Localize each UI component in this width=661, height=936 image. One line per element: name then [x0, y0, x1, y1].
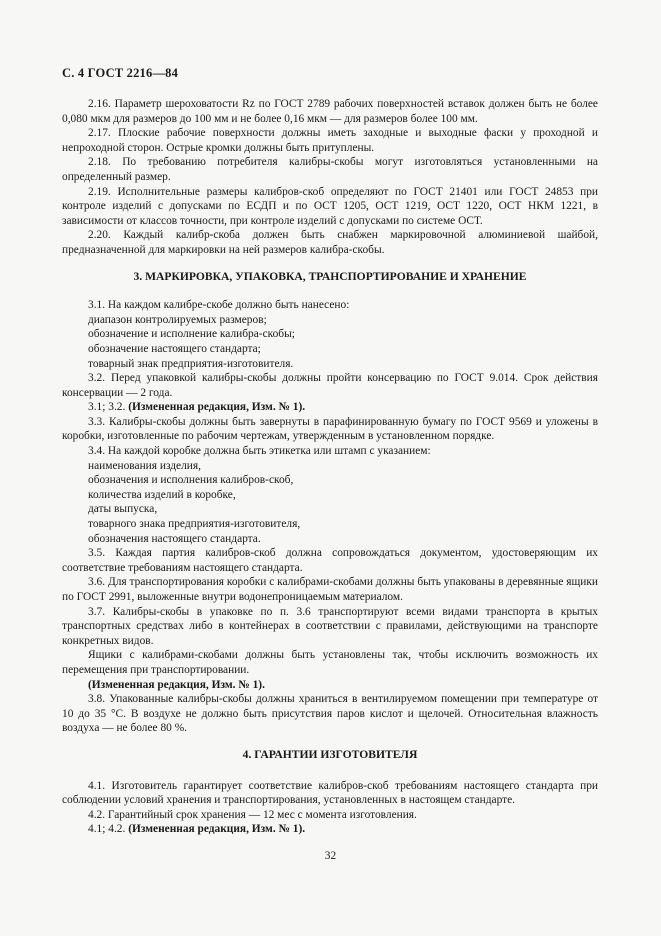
- list-item: обозначение и исполнение калибра-скобы;: [88, 328, 295, 341]
- section-4-heading: 4. ГАРАНТИИ ИЗГОТОВИТЕЛЯ: [242, 747, 418, 761]
- clause-3-2: 3.2. Перед упаковкой калибры-скобы должны пройти консервацию по ГОСТ 9.014. Срок действия консервации — 2 года.: [62, 372, 598, 399]
- clause-3-6: 3.6. Для транспортирования коробки с калибрами-скобами должны быть упакованы в деревянные ящики по ГОСТ 2991, выложенные внутри водонепроницаемым материалом.: [62, 576, 598, 603]
- list-item: наименования изделия,: [88, 459, 201, 472]
- document-body: [62, 97, 598, 837]
- clause-4-2: 4.2. Гарантийный срок хранения — 12 мес с момента изготовления.: [88, 808, 417, 821]
- revision-ref: 4.1; 4.2.: [88, 823, 126, 836]
- clause-4-1: 4.1. Изготовитель гарантирует соответствие калибров-скоб требованиям настоящего стандарта при соблюдении условий хранения и транспортирования, установленных в настоящем стандарте.: [62, 779, 598, 807]
- list-item: даты выпуска,: [88, 503, 158, 516]
- revision-note-4-1-4-2: [62, 822, 598, 837]
- clause-2-18: 2.18. По требованию потребителя калибры-скобы могут изготовляться установленными на определенный размер.: [62, 156, 598, 183]
- page-header: С. 4 ГОСТ 2216—84: [62, 66, 179, 80]
- list-item: обозначения и исполнения калибров-скоб,: [88, 474, 294, 487]
- clause-3-5: 3.5. Каждая партия калибров-скоб должна сопровождаться документом, удостоверяющим их соответствие требованиям настоящего стандарта.: [62, 547, 598, 574]
- list-item: товарный знак предприятия-изготовителя.: [88, 357, 294, 370]
- page-number: 32: [324, 850, 337, 862]
- list-item: количества изделий в коробке,: [88, 488, 236, 501]
- clause-3-8: 3.8. Упакованные калибры-скобы должны храниться в вентилируемом помещении при температуре от 10 до 35 °С. В воздухе не должно быть присутствия паров кислот и щелочей. Относительная влажность воздуха — не более 80 %.: [62, 693, 598, 735]
- clause-2-16: 2.16. Параметр шероховатости Rz по ГОСТ 2789 рабочих поверхностей вставок должен быть не более 0,080 мкм для размеров до 100 мм и не более 0,16 мкм — для размеров более 100 мм.: [62, 98, 598, 125]
- clause-3-7-continued: Ящики с калибрами-скобами должны быть установлены так, чтобы исключить возможность их перемещения при транспортировании.: [62, 649, 598, 676]
- section-3-heading: 3. МАРКИРОВКА, УПАКОВКА, ТРАНСПОРТИРОВАНИЕ И ХРАНЕНИЕ: [133, 269, 527, 283]
- revision-ref: 3.1; 3.2.: [88, 401, 126, 414]
- clause-3-4: 3.4. На каждой коробке должна быть этикетка или штамп с указанием:: [88, 445, 431, 458]
- clause-2-20: 2.20. Каждый калибр-скоба должен быть снабжен маркировочной алюминиевой шайбой, предназначенной для маркировки на ней размеров калибра-скобы.: [62, 229, 598, 256]
- clause-2-19: 2.19. Исполнительные размеры калибров-скоб определяют по ГОСТ 21401 или ГОСТ 24853 при контроле изделий с допусками по ЕСДП и по ОСТ 1205, ОСТ 1219, ОСТ 1220, ОСТ НКМ 1221, в зависимости от классов точности, при контроле изделий с допусками по системе ОСТ.: [62, 185, 598, 227]
- revision-text: (Измененная редакция, Изм. № 1).: [128, 401, 306, 414]
- list-item: обозначение настоящего стандарта;: [88, 342, 261, 355]
- list-item: товарного знака предприятия-изготовителя,: [88, 518, 301, 531]
- clause-3-1: 3.1. На каждом калибре-скобе должно быть нанесено:: [88, 299, 350, 312]
- clause-2-17: 2.17. Плоские рабочие поверхности должны иметь заходные и выходные фаски у проходной и непроходной сторон. Острые кромки должны быть притуплены.: [62, 127, 598, 154]
- list-item: обозначения настоящего стандарта.: [88, 532, 261, 545]
- list-item: диапазон контролируемых размеров;: [88, 313, 267, 326]
- revision-note-3-1-3-2: [62, 400, 598, 415]
- revision-note-3-7: (Измененная редакция, Изм. № 1).: [88, 678, 265, 691]
- clause-3-7: 3.7. Калибры-скобы в упаковке по п. 3.6 транспортируют всеми видами транспорта в крытых транспортных средствах либо в контейнерах в соответствии с правилами, действующими на транспорте конкретных видов.: [62, 605, 598, 647]
- clause-3-3: 3.3. Калибры-скобы должны быть завернуты в парафинированную бумагу по ГОСТ 9569 и уложены в коробки, изготовленные по рабочим чертежам, утвержденным в установленном порядке.: [62, 415, 598, 443]
- revision-text: (Измененная редакция, Изм. № 1).: [128, 823, 306, 836]
